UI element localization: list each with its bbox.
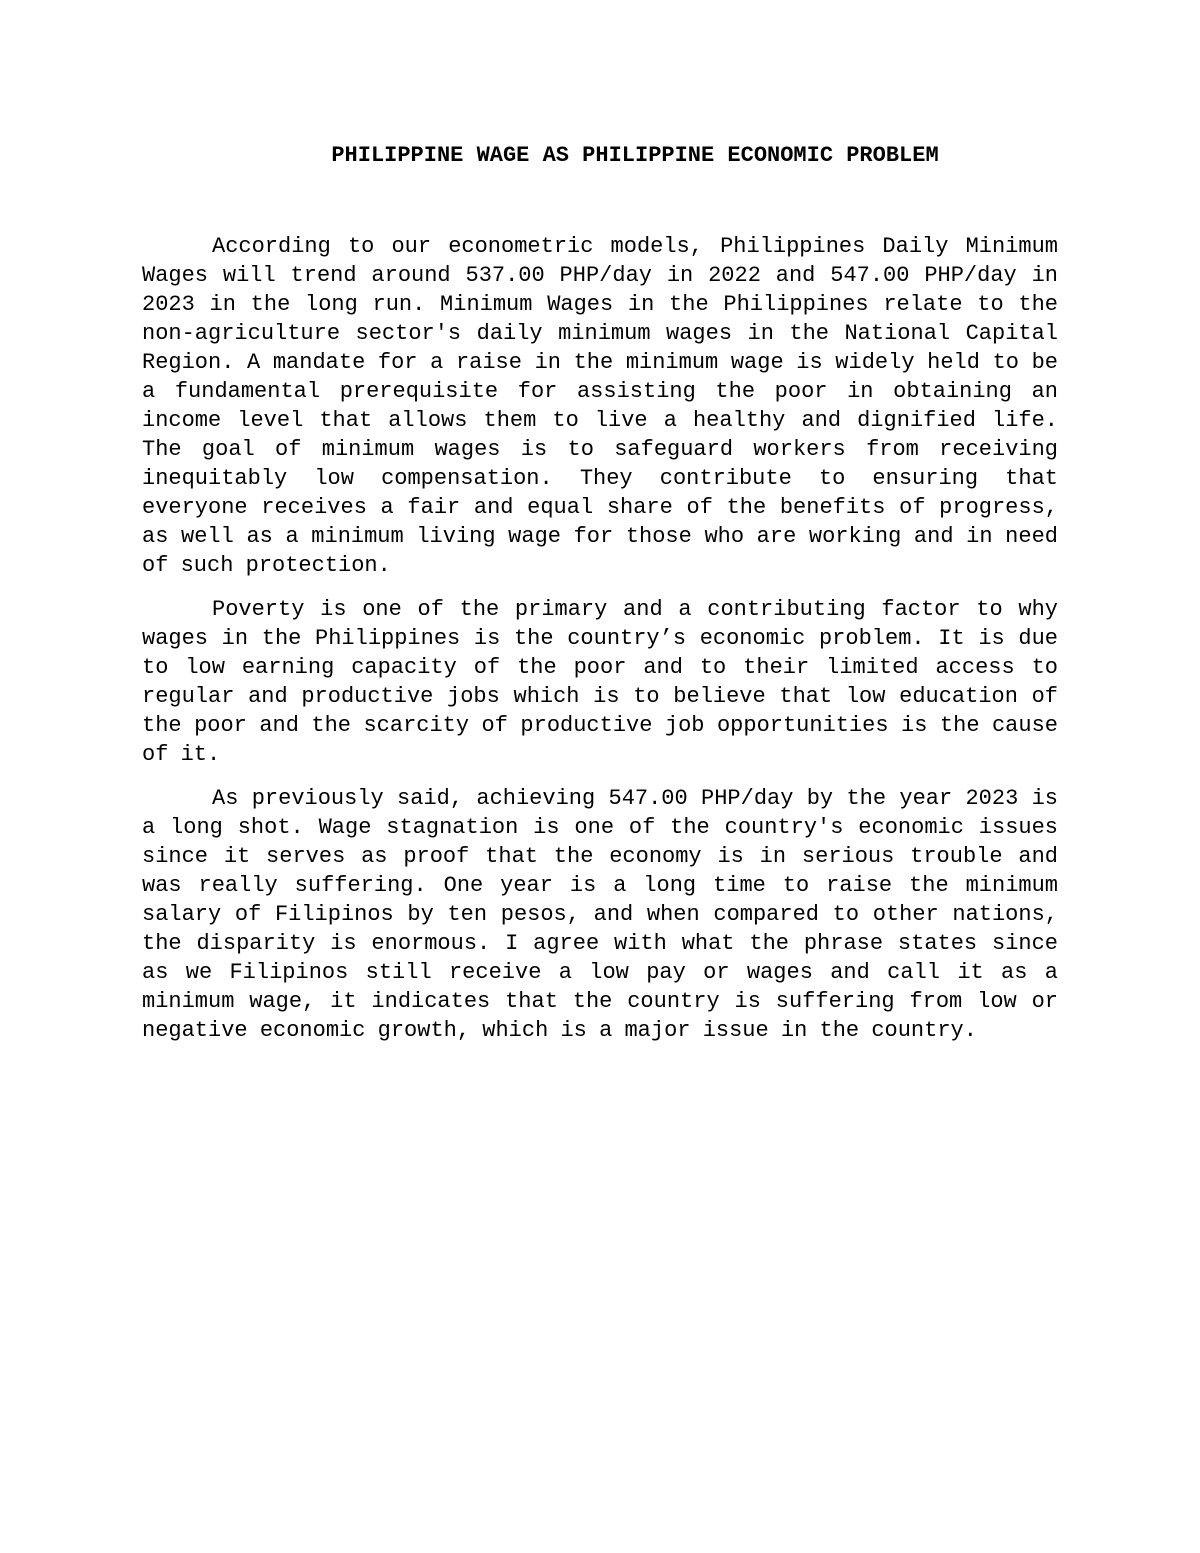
document-title: PHILIPPINE WAGE AS PHILIPPINE ECONOMIC PROBLEM bbox=[331, 143, 939, 168]
paragraph-2: Poverty is one of the primary and a contributing factor to why wages in the Philippines is the country’s economic problem. It is due to low earning capacity of the poor and to their limited access to regular and productive jobs which is to believe that low education of the poor and the scarcity of productive job opportunities is the cause of it. bbox=[142, 597, 1058, 767]
paragraph-3: As previously said, achieving 547.00 PHP/day by the year 2023 is a long shot. Wage stagnation is one of the country's economic issues since it serves as proof that the economy is in serious trouble and was really suffering. One year is a long time to raise the minimum salary of Filipinos by ten pesos, and when compared to other nations, the disparity is enormous. I agree with what the phrase states since as we Filipinos still receive a low pay or wages and call it as a minimum wage, it indicates that the country is suffering from low or negative economic growth, which is a major issue in the country. bbox=[142, 786, 1058, 1043]
document-body bbox=[142, 232, 1058, 1060]
paragraph-1: According to our econometric models, Philippines Daily Minimum Wages will trend around 537.00 PHP/day in 2022 and 547.00 PHP/day in 2023 in the long run. Minimum Wages in the Philippines relate to the non-agriculture sector's daily minimum wages in the National Capital Region. A mandate for a raise in the minimum wage is widely held to be a fundamental prerequisite for assisting the poor in obtaining an income level that allows them to live a healthy and dignified life. The goal of minimum wages is to safeguard workers from receiving inequitably low compensation. They contribute to ensuring that everyone receives a fair and equal share of the benefits of progress, as well as a minimum living wage for those who are working and in need of such protection. bbox=[142, 234, 1058, 578]
